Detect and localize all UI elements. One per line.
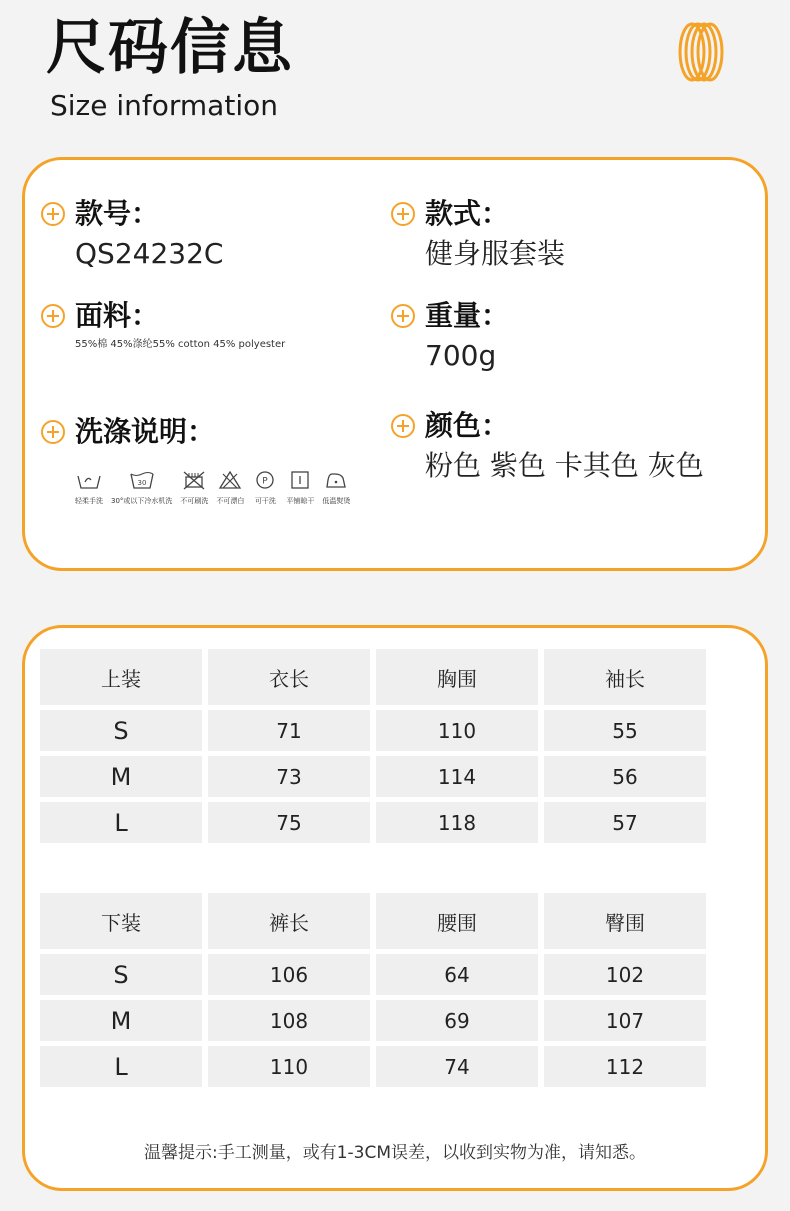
table-header-cell: 袖长	[544, 649, 706, 705]
flat-dry-icon	[287, 470, 313, 490]
table-row	[40, 1046, 706, 1087]
table-header-cell: 裤长	[208, 893, 370, 949]
table-cell: 110	[376, 710, 538, 751]
plus-circle-icon	[41, 202, 65, 226]
table-cell: 118	[376, 802, 538, 843]
style-label: 款式：	[425, 197, 510, 230]
table-header-cell: 衣长	[208, 649, 370, 705]
care-instructions	[75, 470, 358, 506]
table-cell: M	[40, 1000, 202, 1041]
table-cell: 112	[544, 1046, 706, 1087]
table-cell: 56	[544, 756, 706, 797]
color-value: 粉色 紫色 卡其色 灰色	[425, 449, 704, 482]
table-header-cell: 上装	[40, 649, 202, 705]
weight-field	[391, 299, 510, 372]
table-row	[40, 954, 706, 995]
fabric-label: 面料：	[75, 299, 160, 332]
product-info-card	[22, 157, 768, 571]
plus-circle-icon	[391, 304, 415, 328]
plus-circle-icon	[41, 420, 65, 444]
svg-text:P: P	[262, 476, 269, 487]
page-title: 尺码信息	[46, 13, 294, 83]
style-number-value: QS24232C	[75, 237, 224, 270]
table-cell: 108	[208, 1000, 370, 1041]
table-cell: S	[40, 710, 202, 751]
table-cell: 102	[544, 954, 706, 995]
table-cell: 69	[376, 1000, 538, 1041]
fabric-field	[41, 299, 286, 350]
care-item	[75, 470, 103, 506]
no-bleach-icon	[217, 470, 243, 490]
table-header-row	[40, 649, 706, 705]
no-brush-icon	[181, 470, 207, 490]
table-cell: 114	[376, 756, 538, 797]
care-label: 30°或以下冷水机洗	[111, 497, 173, 505]
care-item	[216, 470, 244, 506]
color-label: 颜色：	[425, 409, 510, 442]
style-value: 健身服套装	[425, 237, 566, 270]
table-cell: 106	[208, 954, 370, 995]
table-cell: 64	[376, 954, 538, 995]
table-cell: L	[40, 1046, 202, 1087]
care-item	[286, 470, 314, 506]
svg-text:30: 30	[137, 479, 147, 487]
table-row	[40, 756, 706, 797]
care-item	[111, 470, 172, 506]
bottom-size-table	[34, 888, 712, 1092]
plus-circle-icon	[391, 414, 415, 438]
low-iron-icon	[323, 470, 349, 490]
rings-decoration-icon	[676, 20, 726, 84]
table-header-cell: 腰围	[376, 893, 538, 949]
care-label: 低温熨烫	[322, 497, 351, 505]
plus-circle-icon	[391, 202, 415, 226]
plus-circle-icon	[41, 304, 65, 328]
dry-clean-icon	[252, 470, 278, 490]
care-label: 平铺晾干	[286, 497, 315, 505]
hand-wash-icon	[76, 470, 102, 490]
care-label: 不可刷洗	[180, 497, 209, 505]
table-header-row	[40, 893, 706, 949]
measurement-note: 温馨提示:手工测量，或有1-3CM误差，以收到实物为准，请知悉。	[143, 1143, 647, 1163]
style-number-label: 款号：	[75, 197, 160, 230]
wash-field	[41, 415, 216, 448]
page-subtitle: Size information	[50, 89, 278, 122]
wash-label: 洗涤说明：	[75, 415, 216, 448]
table-cell: 57	[544, 802, 706, 843]
table-cell: 107	[544, 1000, 706, 1041]
table-header-cell: 胸围	[376, 649, 538, 705]
care-label: 不可漂白	[216, 497, 245, 505]
style-field	[391, 197, 566, 270]
care-label: 可干洗	[254, 497, 276, 505]
weight-label: 重量：	[425, 299, 510, 332]
table-header-cell: 下装	[40, 893, 202, 949]
care-label: 轻柔手洗	[75, 497, 103, 505]
care-item	[322, 470, 350, 506]
table-header-cell: 臀围	[544, 893, 706, 949]
table-cell: 75	[208, 802, 370, 843]
table-cell: 55	[544, 710, 706, 751]
table-row	[40, 802, 706, 843]
table-cell: 71	[208, 710, 370, 751]
care-item	[252, 470, 278, 506]
top-size-table	[34, 644, 712, 848]
weight-value: 700g	[425, 339, 497, 372]
table-cell: S	[40, 954, 202, 995]
table-cell: 73	[208, 756, 370, 797]
table-cell: L	[40, 802, 202, 843]
machine-wash-30-icon	[129, 470, 155, 490]
table-cell: 74	[376, 1046, 538, 1087]
table-row	[40, 710, 706, 751]
fabric-value: 55%棉 45%涤纶55% cotton 45% polyester	[75, 339, 286, 350]
style-number-field	[41, 197, 224, 270]
care-item	[180, 470, 208, 506]
table-cell: 110	[208, 1046, 370, 1087]
color-field	[391, 409, 704, 482]
table-cell: M	[40, 756, 202, 797]
table-row	[40, 1000, 706, 1041]
